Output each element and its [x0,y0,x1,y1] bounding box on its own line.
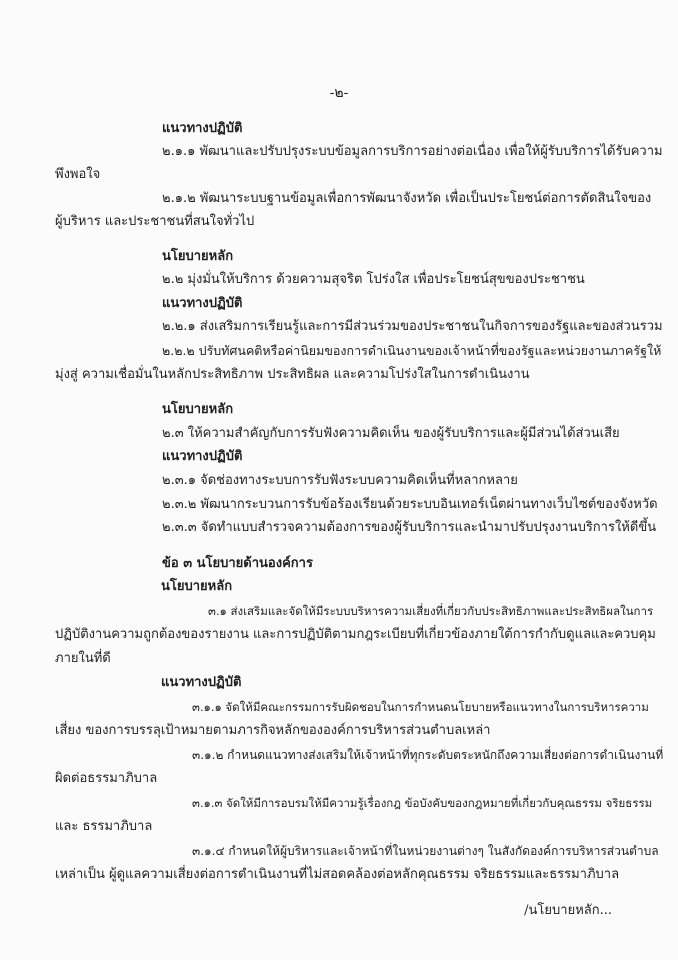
heading-main-policy: นโยบายหลัก [162,402,234,417]
paragraph-line: ๓.๑.๓ จัดให้มีการอบรมให้มีความรู้เรื่องกฎ ข้อบังคับของกฎหมายที่เกี่ยวกับคุณธรรม จริยธรรม [192,796,653,810]
continuation-note: /นโยบายหลัก... [524,903,612,918]
paragraph-line: ๒.๓.๓ จัดทำแบบสำรวจความต้องการของผู้รับบริการและนำมาปรับปรุงงานบริการให้ดีขึ้น [162,520,657,535]
paragraph-line: ๓.๑.๑ จัดให้มีคณะกรรมการรับผิดชอบในการกำหนดนโยบายหรือแนวทางในการบริหารความ [192,700,649,714]
paragraph-line: มุ่งสู่ ความเชื่อมั่นในหลักประสิทธิภาพ ประสิทธิผล และความโปร่งใสในการดำเนินงาน [55,367,530,382]
paragraph-line: ๒.๓ ให้ความสำคัญกับการรับฟังความคิดเห็น ของผู้รับบริการและผู้มีส่วนได้ส่วนเสีย [162,426,620,441]
paragraph-line: ๒.๒.๒ ปรับทัศนคติหรือค่านิยมของการดำเนินงานของเจ้าหน้าที่ของรัฐและหน่วยงานภาครัฐให้ [162,343,662,358]
heading-main-policy: นโยบายหลัก [162,249,234,264]
paragraph-line: ๒.๓.๒ พัฒนากระบวนการรับข้อร้องเรียนด้วยระบบอินเทอร์เน็ตผ่านทางเว็บไซต์ของจังหวัด [162,497,658,512]
page-number: -๒- [329,85,349,101]
paragraph-line: เหล่าเป็น ผู้ดูแลความเสี่ยงต่อการดำเนินงานที่ไม่สอดคล้องต่อหลักคุณธรรม จริยธรรมและธรรมาภิบาล [55,867,620,882]
paragraph-line: ผิดต่อธรรมาภิบาล [55,771,158,786]
paragraph-line: ๓.๑ ส่งเสริมและจัดให้มีระบบบริหารความเสี่ยงที่เกี่ยวกับประสิทธิภาพและประสิทธิผลในการ [208,604,654,618]
paragraph-line: ภายในที่ดี [55,651,111,666]
paragraph-line: เสี่ยง ของการบรรลุเป้าหมายตามภารกิจหลักขององค์การบริหารส่วนตำบลเหล่า [55,723,491,738]
paragraph-line: และ ธรรมาภิบาล [55,819,153,834]
heading-guideline: แนวทางปฏิบัติ [162,121,243,136]
paragraph-line: ๒.๑.๒ พัฒนาระบบฐานข้อมูลเพื่อการพัฒนาจังหวัด เพื่อเป็นประโยชน์ต่อการตัดสินใจของ [162,191,652,206]
heading-guideline: แนวทางปฏิบัติ [162,449,243,464]
paragraph-line: ปฏิบัติงานความถูกต้องของรายงาน และการปฏิบัติตามกฎระเบียบที่เกี่ยวข้องภายใต้การกำกับดูแลและควบคุม [55,627,656,642]
paragraph-line: ๓.๑.๔ กำหนดให้ผู้บริหารและเจ้าหน้าที่ในหน่วยงานต่างๆ ในสังกัดองค์การบริหารส่วนตำบล [192,844,659,858]
heading-guideline: แนวทางปฏิบัติ [161,675,242,690]
paragraph-line: ๒.๓.๑ จัดช่องทางระบบการรับฟังระบบความคิดเห็นที่หลากหลาย [162,473,518,488]
paragraph-line: ๓.๑.๒ กำหนดแนวทางส่งเสริมให้เจ้าหน้าที่ทุกระดับตระหนักถึงความเสี่ยงต่อการดำเนินงานที่ [192,748,664,762]
paragraph-line: ๒.๒.๑ ส่งเสริมการเรียนรู้และการมีส่วนร่วมของประชาชนในกิจการของรัฐและของส่วนรวม [162,319,663,334]
heading-main-policy: นโยบายหลัก [161,579,233,594]
paragraph-line: ผู้บริหาร และประชาชนที่สนใจทั่วไป [55,214,255,229]
paragraph-line: ๒.๑.๑ พัฒนาและปรับปรุงระบบข้อมูลการบริการอย่างต่อเนื่อง เพื่อให้ผู้รับบริการได้รับความ [162,144,663,159]
paragraph-line: ๒.๒ มุ่งมั่นให้บริการ ด้วยความสุจริต โปร่งใส เพื่อประโยชน์สุขของประชาชน [162,272,585,287]
paragraph-line: พึงพอใจ [55,167,101,182]
section-heading: ข้อ ๓ นโยบายด้านองค์การ [162,556,313,571]
heading-guideline: แนวทางปฏิบัติ [162,296,243,311]
